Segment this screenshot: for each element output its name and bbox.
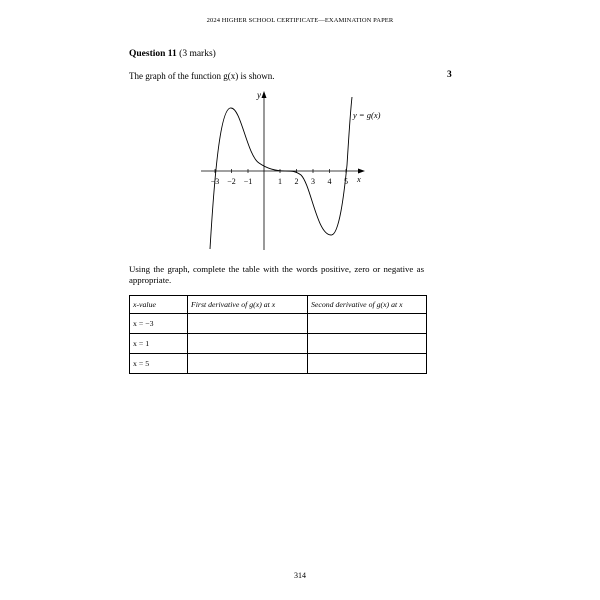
row-x-value: x = 5 bbox=[130, 354, 188, 374]
second-derivative-answer-cell[interactable] bbox=[308, 334, 427, 354]
table-header-first-derivative: First derivative of g(x) at x bbox=[188, 296, 308, 314]
table-header-x-value: x-value bbox=[130, 296, 188, 314]
question-instructions: Using the graph, complete the table with the words positive, zero or negative as appropriate. bbox=[129, 264, 424, 285]
row-x-value: x = 1 bbox=[130, 334, 188, 354]
table-row bbox=[130, 334, 427, 354]
exam-header: 2024 HIGHER SCHOOL CERTIFICATE—EXAMINATION PAPER bbox=[206, 17, 394, 24]
x-tick-label: 3 bbox=[311, 177, 315, 186]
x-axis-label: x bbox=[357, 174, 361, 184]
curve-label: y = g(x) bbox=[353, 110, 381, 120]
question-title bbox=[129, 49, 216, 59]
first-derivative-answer-cell[interactable] bbox=[188, 334, 308, 354]
row-x-value: x = −3 bbox=[130, 314, 188, 334]
second-derivative-answer-cell[interactable] bbox=[308, 314, 427, 334]
question-number: Question 11 bbox=[129, 49, 177, 59]
table-row bbox=[130, 314, 427, 334]
x-tick-label: 1 bbox=[278, 177, 282, 186]
x-tick-label: 2 bbox=[294, 177, 299, 186]
function-graph bbox=[195, 85, 381, 255]
table-row bbox=[130, 354, 427, 374]
x-axis-arrow bbox=[358, 169, 365, 174]
marks-value: 3 bbox=[447, 70, 452, 80]
x-tick-label: −3 bbox=[210, 177, 220, 186]
page-number: 314 bbox=[294, 571, 306, 580]
table-header-row bbox=[130, 296, 427, 314]
first-derivative-answer-cell[interactable] bbox=[188, 354, 308, 374]
x-tick-label: 5 bbox=[344, 177, 348, 186]
first-derivative-answer-cell[interactable] bbox=[188, 314, 308, 334]
second-derivative-answer-cell[interactable] bbox=[308, 354, 427, 374]
answer-table bbox=[129, 295, 427, 374]
table-header-second-derivative: Second derivative of g(x) at x bbox=[308, 296, 427, 314]
y-axis-label: y bbox=[257, 90, 261, 100]
x-tick-label: 4 bbox=[327, 177, 332, 186]
x-tick-label: −2 bbox=[227, 177, 236, 186]
question-intro: The graph of the function g(x) is shown. bbox=[129, 71, 275, 81]
x-tick-label: −1 bbox=[243, 177, 253, 186]
question-marks: (3 marks) bbox=[179, 49, 216, 59]
y-axis-arrow bbox=[262, 91, 267, 98]
